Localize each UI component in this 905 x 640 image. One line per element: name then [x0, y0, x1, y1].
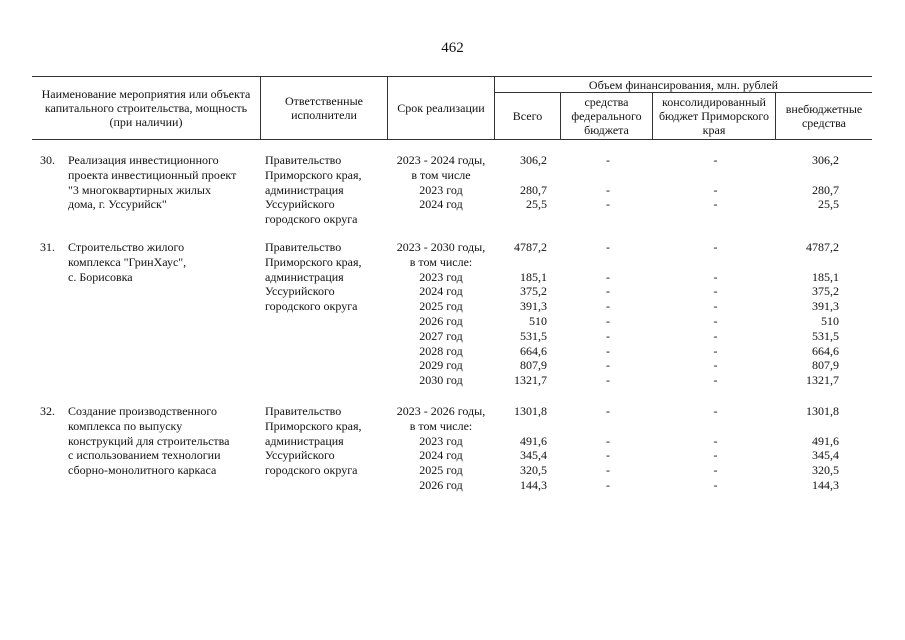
- year-consolidated-value: -: [713, 299, 718, 314]
- year-federal-value: -: [606, 328, 610, 343]
- year-label: 2024 год: [419, 284, 463, 299]
- year-label: 2023 год: [419, 269, 463, 284]
- executor-line: городского округа: [265, 299, 358, 314]
- table-header: [32, 76, 872, 140]
- header-name-column: Наименование мероприятия или объекта капитального строительства, мощность (при наличии): [41, 87, 251, 129]
- term-line: 2023 - 2030 годы,: [396, 240, 486, 254]
- header-term-column: Срок реализации: [397, 101, 485, 115]
- year-extra-value: 391,3: [812, 299, 839, 314]
- header-extra-column: внебюджетные средства: [785, 102, 863, 130]
- row-number: 31.: [40, 240, 55, 254]
- year-extra-value: 25,5: [818, 197, 839, 212]
- year-extra-value: 144,3: [812, 478, 839, 492]
- extra-value: 1301,8: [806, 404, 839, 418]
- header-consolidated-column: консолидированный бюджет Приморского края: [658, 95, 770, 137]
- year-label: 2026 год: [419, 478, 463, 492]
- year-extra-value: 345,4: [812, 448, 839, 463]
- year-label: 2025 год: [419, 299, 463, 314]
- object-name-line: Реализация инвестиционного: [68, 153, 219, 167]
- year-label: 2024 год: [419, 197, 463, 212]
- year-total-value: 320,5: [520, 463, 547, 478]
- object-name-line: проекта инвестиционный проект: [68, 167, 237, 182]
- year-federal-value: -: [606, 358, 610, 373]
- total-value: 1301,8: [514, 404, 547, 418]
- year-federal-value: -: [606, 343, 610, 358]
- header-financing: Объем финансирования, млн. рублей: [588, 77, 779, 92]
- year-consolidated-value: -: [713, 197, 718, 212]
- executor-line: Приморского края,: [265, 254, 362, 269]
- year-total-value: 807,9: [520, 358, 547, 373]
- year-consolidated-value: -: [713, 448, 718, 463]
- term-line: 2023 - 2024 годы,: [396, 153, 486, 167]
- year-consolidated-value: -: [713, 328, 718, 343]
- year-consolidated-value: -: [713, 269, 718, 284]
- object-name-line: дома, г. Уссурийск": [68, 197, 167, 212]
- year-federal-value: -: [606, 269, 610, 284]
- executor-line: городского округа: [265, 212, 358, 227]
- year-label: 2027 год: [419, 328, 463, 343]
- object-name-line: с использованием технологии: [68, 448, 221, 463]
- year-total-value: 375,2: [520, 284, 547, 299]
- year-label: 2028 год: [419, 343, 463, 358]
- year-consolidated-value: -: [713, 373, 718, 388]
- object-name-line: сборно-монолитного каркаса: [68, 463, 217, 478]
- federal-value: -: [606, 404, 610, 418]
- year-consolidated-value: -: [713, 314, 718, 328]
- year-consolidated-value: -: [713, 343, 718, 358]
- year-total-value: 185,1: [520, 269, 547, 284]
- year-federal-value: -: [606, 299, 610, 314]
- year-total-value: 25,5: [526, 197, 547, 212]
- year-extra-value: 320,5: [812, 463, 839, 478]
- year-consolidated-value: -: [713, 182, 718, 197]
- year-label: 2029 год: [419, 358, 463, 373]
- year-label: 2023 год: [419, 433, 463, 448]
- year-extra-value: 510: [821, 314, 839, 328]
- row-number: 32.: [40, 404, 55, 418]
- year-federal-value: -: [606, 448, 610, 463]
- header-divider: [260, 77, 261, 139]
- term-line: в том числе:: [409, 418, 473, 433]
- year-total-value: 144,3: [520, 478, 547, 492]
- year-extra-value: 664,6: [812, 343, 839, 358]
- executor-line: Правительство: [265, 240, 342, 254]
- executor-line: Уссурийского: [265, 197, 335, 212]
- year-label: 2030 год: [419, 373, 463, 388]
- year-federal-value: -: [606, 182, 610, 197]
- consolidated-value: -: [713, 240, 718, 254]
- year-federal-value: -: [606, 314, 610, 328]
- federal-value: -: [606, 240, 610, 254]
- year-consolidated-value: -: [713, 463, 718, 478]
- object-name-line: с. Борисовка: [68, 269, 133, 284]
- consolidated-value: -: [713, 404, 718, 418]
- year-consolidated-value: -: [713, 478, 718, 492]
- year-total-value: 491,6: [520, 433, 547, 448]
- header-total-column: Всего: [512, 109, 543, 123]
- executor-line: Правительство: [265, 404, 342, 418]
- federal-value: -: [606, 153, 610, 167]
- year-extra-value: 491,6: [812, 433, 839, 448]
- year-total-value: 664,6: [520, 343, 547, 358]
- total-value: 4787,2: [514, 240, 547, 254]
- year-extra-value: 185,1: [812, 269, 839, 284]
- year-federal-value: -: [606, 433, 610, 448]
- executor-line: администрация: [265, 433, 344, 448]
- term-line: 2023 - 2026 годы,: [396, 404, 486, 418]
- header-executors-column: Ответственные исполнители: [285, 94, 363, 122]
- executor-line: Уссурийского: [265, 284, 335, 299]
- term-line: в том числе:: [409, 254, 473, 269]
- page-number: 462: [441, 40, 464, 56]
- total-value: 306,2: [520, 153, 547, 167]
- year-federal-value: -: [606, 197, 610, 212]
- year-label: 2023 год: [419, 182, 463, 197]
- year-total-value: 1321,7: [514, 373, 547, 388]
- year-label: 2024 год: [419, 448, 463, 463]
- object-name-line: "3 многоквартирных жилых: [68, 182, 211, 197]
- executor-line: администрация: [265, 269, 344, 284]
- executor-line: Приморского края,: [265, 418, 362, 433]
- object-name-line: комплекса по выпуску: [68, 418, 183, 433]
- year-total-value: 391,3: [520, 299, 547, 314]
- executor-line: Правительство: [265, 153, 342, 167]
- year-federal-value: -: [606, 463, 610, 478]
- year-consolidated-value: -: [713, 433, 718, 448]
- object-name-line: комплекса "ГринХаус",: [68, 254, 187, 269]
- year-extra-value: 375,2: [812, 284, 839, 299]
- year-total-value: 510: [529, 314, 547, 328]
- year-federal-value: -: [606, 284, 610, 299]
- extra-value: 4787,2: [806, 240, 839, 254]
- object-name-line: Строительство жилого: [68, 240, 185, 254]
- year-total-value: 531,5: [520, 328, 547, 343]
- year-federal-value: -: [606, 478, 610, 492]
- year-total-value: 345,4: [520, 448, 547, 463]
- year-federal-value: -: [606, 373, 610, 388]
- year-consolidated-value: -: [713, 358, 718, 373]
- executor-line: администрация: [265, 182, 344, 197]
- year-extra-value: 531,5: [812, 328, 839, 343]
- year-consolidated-value: -: [713, 284, 718, 299]
- row-number: 30.: [40, 153, 55, 167]
- extra-value: 306,2: [812, 153, 839, 167]
- term-line: в том числе: [411, 167, 471, 182]
- year-label: 2026 год: [419, 314, 463, 328]
- year-label: 2025 год: [419, 463, 463, 478]
- executor-line: Приморского края,: [265, 167, 362, 182]
- object-name-line: Создание производственного: [68, 404, 218, 418]
- header-federal-column: средства федерального бюджета: [571, 95, 642, 137]
- year-extra-value: 1321,7: [806, 373, 839, 388]
- year-total-value: 280,7: [520, 182, 547, 197]
- executor-line: Уссурийского: [265, 448, 335, 463]
- year-extra-value: 807,9: [812, 358, 839, 373]
- consolidated-value: -: [713, 153, 718, 167]
- executor-line: городского округа: [265, 463, 358, 478]
- year-extra-value: 280,7: [812, 182, 839, 197]
- object-name-line: конструкций для строительства: [68, 433, 230, 448]
